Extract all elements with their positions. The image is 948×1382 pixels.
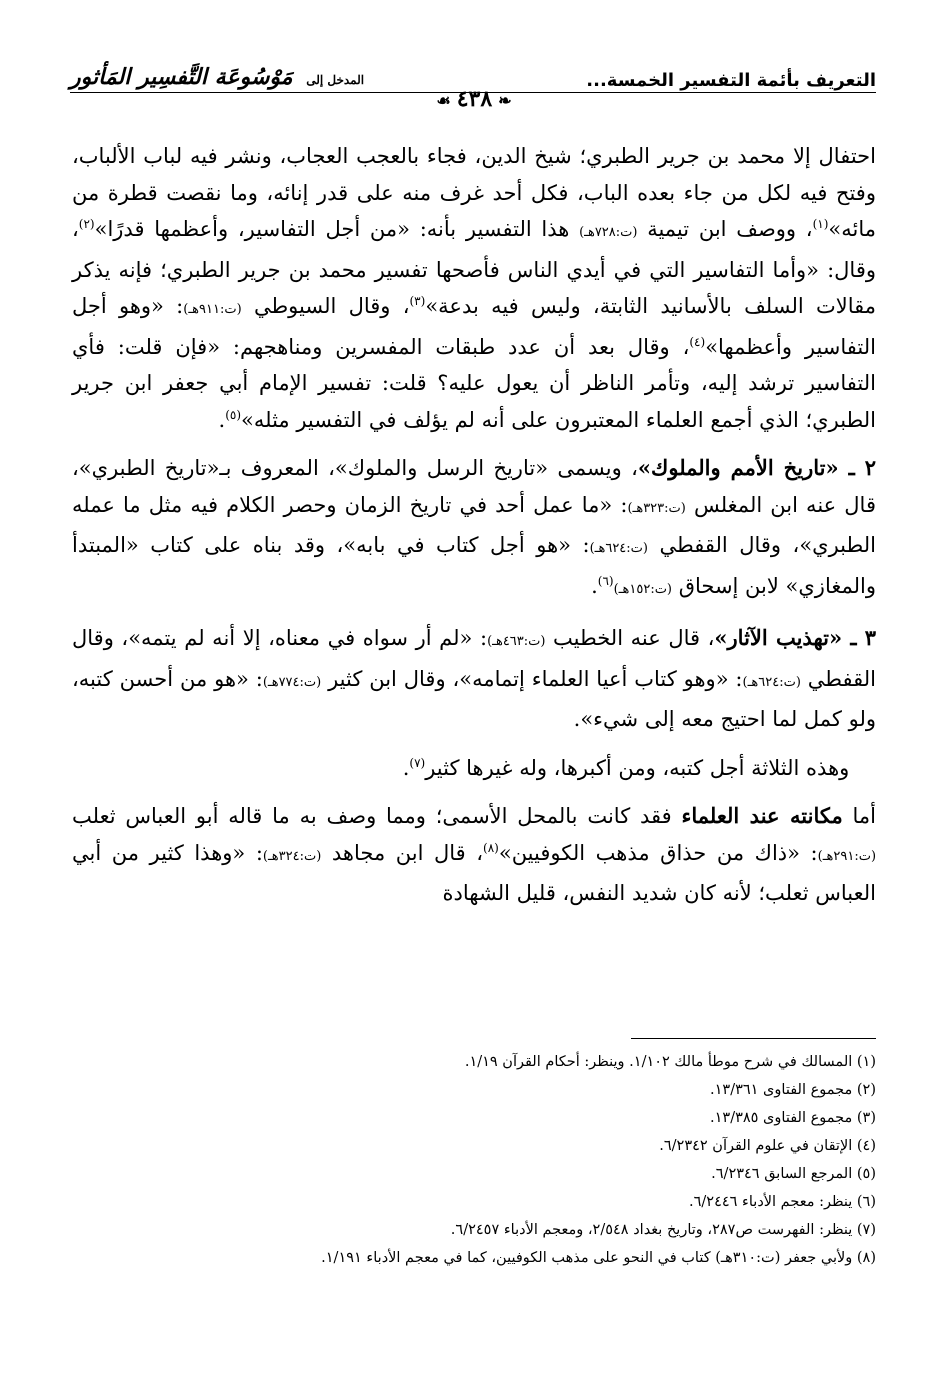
death-date: (ت:٦٢٤هـ) — [589, 541, 648, 556]
p5-text-a: أما — [842, 804, 876, 828]
p1-end: . — [218, 407, 226, 432]
footnote-3: (٣) مجموع الفتاوى ١٣/٣٨٥. — [710, 1110, 876, 1126]
footnote-8: (٨) ولأبي جعفر (ت:٣١٠هـ) كتاب في النحو على مذهب الكوفيين، كما في معجم الأدباء ١/١٩١. — [321, 1250, 876, 1266]
p5-text-b: فقد كانت بالمحل الأسمى؛ ومما وصف به ما قاله أبو العباس ثعلب — [72, 804, 682, 828]
p2-number: ٢ ـ — [838, 455, 876, 480]
p5-text-c: : «ذاك من حذاق مذهب الكوفيين» — [498, 840, 818, 865]
ornament-left-icon: ☙ — [436, 91, 451, 110]
death-date: (ت:٩١١هـ) — [183, 302, 242, 317]
p1-text-c: هذا التفسير بأنه: «من أجل التفاسير، وأعظمها قدرًا» — [94, 217, 580, 241]
footnote-ref-7[interactable]: (٧) — [409, 755, 426, 770]
death-date: (ت:٣٢٤هـ) — [262, 848, 322, 864]
death-date: (ت:٧٢٨هـ) — [579, 225, 638, 240]
p2-text-a: ، ويسمى «تاريخ الرسل والملوك»، المعروف بـ«تاريخ الطبري»، قال عنه ابن المغلس — [72, 456, 876, 517]
footnote-ref-2[interactable]: (٢) — [78, 217, 95, 231]
footnote-1: (١) المسالك في شرح موطأ مالك ١/١٠٢. وينظر: أحكام القرآن ١/١٩. — [464, 1054, 876, 1070]
book-title-tahdhib: «تهذيب الآثار» — [714, 625, 843, 650]
series-prefix: المدخل إلى — [306, 73, 365, 87]
death-date: (ت:٧٧٤هـ) — [262, 674, 322, 690]
p1-text-f: : «وهو أجل التفاسير وأعظمها» — [72, 294, 876, 359]
death-date: (ت:١٥٢هـ) — [613, 581, 673, 597]
ornament-right-icon: ❧ — [498, 91, 512, 110]
p1-text-e: ، وقال السيوطي — [241, 294, 410, 318]
p3-text-a: ، قال عنه الخطيب — [545, 626, 715, 650]
footnote-2: (٢) مجموع الفتاوى ١٣/٣٦١. — [710, 1082, 876, 1098]
footnote-ref-5[interactable]: (٥) — [225, 407, 242, 422]
series-name: مَوْسُوعَة التَّفسِير المَأثور — [70, 64, 293, 90]
p4-end: . — [402, 755, 410, 780]
death-date: (ت:٢٩١هـ) — [817, 848, 877, 864]
paragraph-1 — [72, 138, 876, 438]
p1-text-g: ، وقال بعد أن عدد طبقات المفسرين ومناهجهم: «فإن قلت: فأي التفاسير ترشد إليه، وتأمر الناظر أن يعول عليه؟ قلت: تفسير الإمام أبي جعفر ابن جرير الطبري؛ الذي أجمع العلماء المعتبرون على أنه لم يؤلف في التفسير مثله» — [72, 334, 876, 432]
death-date: (ت:٤٦٣هـ) — [487, 634, 546, 649]
death-date: (ت:٦٢٤هـ) — [742, 674, 801, 690]
footnote-ref-6[interactable]: (٦) — [597, 573, 614, 588]
p2-text-c: : «هو أجل كتاب في بابه»، وقد بناه على كتاب «المبتدأ والمغازي» لابن إسحاق — [72, 533, 876, 598]
paragraph-2 — [72, 450, 876, 608]
p5-text-e: : «وهذا كثير من أبي العباس ثعلب؛ لأنه كان شديد النفس، قليل الشهادة — [72, 840, 876, 905]
death-date: (ت:٣٢٣هـ) — [627, 500, 686, 516]
footnote-5: (٥) المرجع السابق ٦/٢٣٤٦. — [711, 1166, 876, 1182]
p5-bold-heading: مكانته عند العلماء — [681, 803, 843, 828]
p3-number: ٣ ـ — [842, 625, 876, 650]
p3-text-d: : «هو من أحسن كتبه، ولو كمل لما احتيج معه إلى شيء». — [72, 666, 876, 731]
p2-text-b: : «ما عمل أحد في تاريخ الزمان وحصر الكلام فيه مثل ما عمله الطبري»، وقال القفطي — [72, 492, 876, 557]
p1-text-b: ، ووصف ابن تيمية — [637, 217, 813, 241]
book-title-tarikh: «تاريخ الأمم والملوك» — [637, 455, 839, 480]
page-number: ٤٣٨ — [456, 86, 493, 112]
footnote-4: (٤) الإتقان في علوم القرآن ٦/٢٣٤٢. — [659, 1138, 876, 1154]
chapter-title: التعريف بأئمة التفسير الخمسة... — [586, 70, 876, 91]
footnote-ref-4[interactable]: (٤) — [689, 334, 706, 349]
paragraph-5 — [72, 798, 876, 912]
footnote-ref-3[interactable]: (٣) — [409, 294, 426, 308]
footnote-divider — [631, 1038, 876, 1039]
footnotes — [72, 1048, 876, 1272]
footnote-6: (٦) ينظر: معجم الأدباء ٦/٢٤٤٦. — [689, 1194, 876, 1210]
page-number-block — [0, 86, 948, 112]
footnote-ref-1[interactable]: (١) — [812, 217, 829, 231]
p5-text-d: ، قال ابن مجاهد — [321, 840, 484, 865]
p1-text-a: احتفال إلا محمد بن جرير الطبري؛ شيخ الدين، فجاء بالعجب العجاب، ونشر فيه لباب الألباب، وفتح فيه لكل من جاء بعده الباب، فكل أحد غرف منه على قدر إنائه، وما نقصت قطرة من مائه» — [72, 144, 876, 241]
paragraph-4 — [72, 750, 876, 787]
footnote-ref-8[interactable]: (٨) — [483, 840, 499, 855]
p1-text-d: ، وقال: «وأما التفاسير التي في أيدي الناس فأصحها تفسير محمد بن جرير الطبري؛ فإنه يذكر مقالات السلف بالأسانيد الثابتة، وليس فيه بدعة» — [72, 217, 877, 318]
footnote-7: (٧) ينظر: الفهرست ص٢٨٧، وتاريخ بغداد ٢/٥٤٨، ومعجم الأدباء ٦/٢٤٥٧. — [450, 1222, 876, 1238]
p3-text-b: : «لم أر سواه في معناه، إلا أنه لم يتمه»، وقال القفطي — [72, 626, 876, 691]
p4-text: وهذه الثلاثة أجل كتبه، ومن أكبرها، وله غيرها كثير — [425, 755, 850, 780]
p3-text-c: : «وهو كتاب أعيا العلماء إتمامه»، وقال ابن كثير — [321, 666, 743, 691]
main-text — [72, 138, 876, 924]
p2-end: . — [591, 573, 598, 598]
paragraph-3 — [72, 620, 876, 738]
